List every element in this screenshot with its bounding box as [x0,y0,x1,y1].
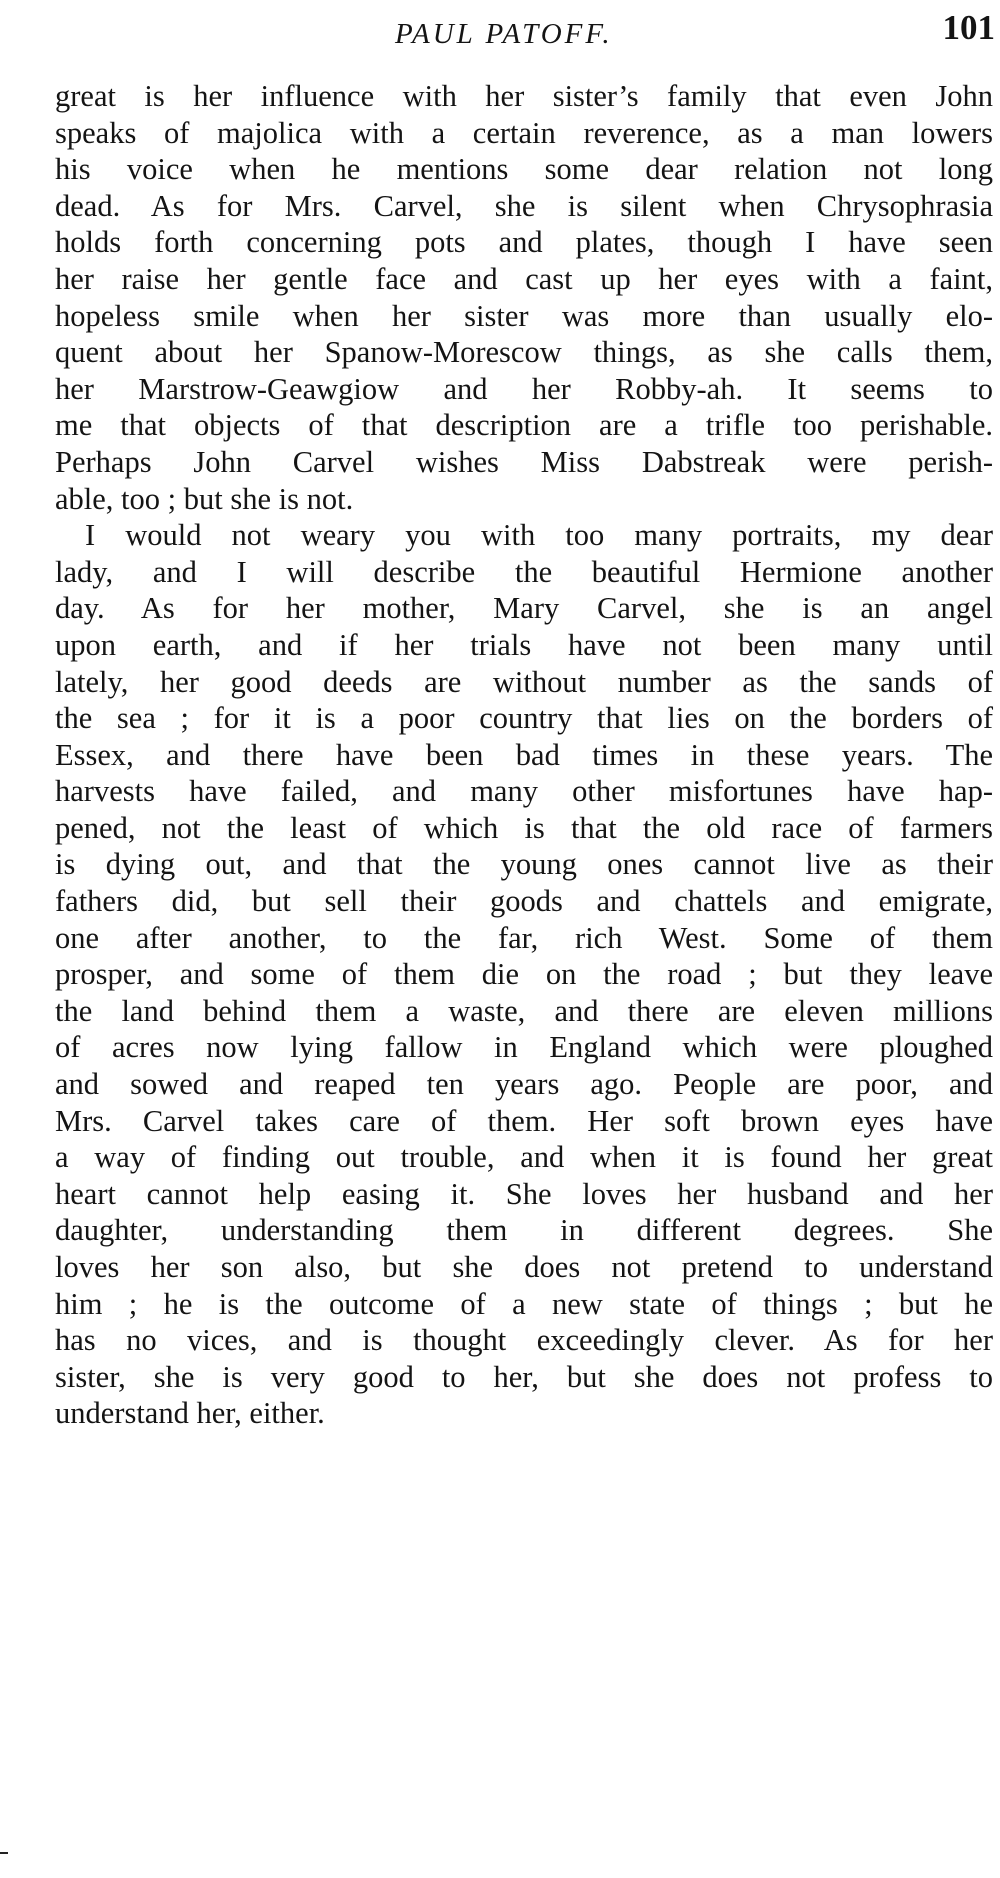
text-line: quent about her Spanow-Morescow things, as she calls them, [55,335,993,370]
text-line: daughter, understanding them in different degrees. She [55,1213,993,1248]
text-line: and sowed and reaped ten years ago. People are poor, and [55,1067,993,1102]
paragraph-first-line: I would not weary you with too many portraits, my dear [85,518,993,553]
text-line: him ; he is the outcome of a new state of things ; but he [55,1286,993,1321]
running-title: PAUL PATOFF. [395,18,613,50]
text-line: a way of finding out trouble, and when it is found her great [55,1140,993,1175]
text-line: me that objects of that description are a trifle too perishable. [55,408,993,443]
text-line: Essex, and there have been bad times in these years. The [55,737,993,772]
text-line: harvests have failed, and many other misfortunes have hap- [55,774,993,809]
text-line: great is her influence with her sister’s family that even John [55,79,993,113]
body-text [55,78,993,1432]
paragraph-end-line: understand her, either. [55,1396,325,1431]
text-line: holds forth concerning pots and plates, though I have seen [55,225,993,260]
text-line: day. As for her mother, Mary Carvel, she is an angel [55,591,993,626]
page-header [55,8,995,68]
paragraph-end-line: able, too ; but she is not. [55,481,354,516]
text-line: is dying out, and that the young ones cannot live as their [55,847,993,882]
text-line: heart cannot help easing it. She loves her husband and her [55,1176,993,1211]
text-line: loves her son also, but she does not pretend to understand [55,1250,993,1284]
text-line: his voice when he mentions some dear relation not long [55,152,993,187]
text-line: her raise her gentle face and cast up her eyes with a faint, [55,261,993,296]
text-line: hopeless smile when her sister was more than usually elo- [55,298,993,333]
text-line: Perhaps John Carvel wishes Miss Dabstreak were perish- [55,444,993,479]
text-line: the sea ; for it is a poor country that lies on the borders of [55,701,993,736]
text-line: lately, her good deeds are without number as the sands of [55,664,993,699]
text-line: sister, she is very good to her, but she does not profess to [55,1359,993,1394]
text-line: dead. As for Mrs. Carvel, she is silent when Chrysophrasia [55,188,993,223]
margin-mark [0,1852,8,1854]
text-line: pened, not the least of which is that the old race of farmers [55,810,993,845]
text-line: her Marstrow-Geawgiow and her Robby-ah. It seems to [55,371,993,406]
text-line: of acres now lying fallow in England which were ploughed [55,1030,993,1065]
text-line: one after another, to the far, rich West. Some of them [55,920,993,955]
text-line: speaks of majolica with a certain reverence, as a man lowers [55,115,993,150]
text-line: fathers did, but sell their goods and chattels and emigrate, [55,884,993,919]
text-line: Mrs. Carvel takes care of them. Her soft brown eyes have [55,1103,993,1138]
text-line: has no vices, and is thought exceedingly clever. As for her [55,1323,993,1358]
text-line: prosper, and some of them die on the road ; but they leave [55,957,993,992]
text-line: lady, and I will describe the beautiful Hermione another [55,554,993,589]
text-line: the land behind them a waste, and there are eleven millions [55,993,993,1028]
text-line: upon earth, and if her trials have not been many until [55,627,993,662]
page-number: 101 [942,8,995,47]
